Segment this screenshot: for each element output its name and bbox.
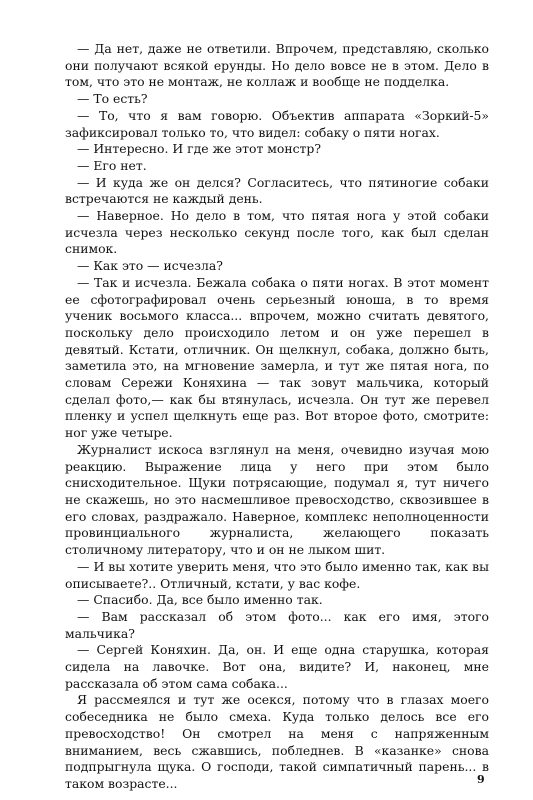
paragraph: — Вам рассказал об этом фото... как его имя, этого мальчика? [65, 608, 489, 641]
paragraph: — И куда же он делся? Согласитесь, что пятиногие собаки встречаются не каждый день. [65, 174, 489, 207]
paragraph: — И вы хотите уверить меня, что это было именно так, как вы описываете?.. Отличный, кстати, у вас кофе. [65, 558, 489, 591]
paragraph: — Да нет, даже не ответили. Впрочем, представляю, сколько они получают всякой ерунды. Но дело вовсе не в этом. Дело в том, что это не монтаж, не коллаж и вообще не подделка. [65, 41, 489, 90]
paragraph: — Наверное. Но дело в том, что пятая нога у этой собаки исчезла через несколько секунд после того, как был сделан снимок. [65, 208, 489, 257]
paragraph: — Интересно. И где же этот монстр? [77, 141, 321, 157]
paragraph: — То, что я вам говорю. Объектив аппарата «Зоркий-5» зафиксировал только то, что видел: собаку о пяти ногах. [65, 107, 489, 140]
paragraph: Журналист искоса взглянул на меня, очевидно изучая мою реакцию. Выражение лица у него при этом было снисходительное. Щуки потрясающие, подумал я, тут ничего не скажешь, но это насмешливое превосходство, сквозившее в его словах, раздражало. Наверное, комплекс неполноценности провинциального журналиста, желающего показать столичному литератору, что и он не лыком шит. [65, 441, 489, 558]
paragraph: — Сергей Коняхин. Да, он. И еще одна старушка, которая сидела на лавочке. Вот она, видите? И, наконец, мне рассказала об этом сама собака... [65, 642, 489, 691]
paragraph: — Спасибо. Да, все было именно так. [77, 592, 323, 608]
paragraph: — То есть? [77, 91, 148, 107]
paragraph: — Как это — исчезла? [77, 258, 223, 274]
paragraph: Я рассмеялся и тут же осекся, потому что в глазах моего собеседника не было смеха. Куда только делось все его превосходство! Он смотрел на меня с напряженным вниманием, весь сжавшись, побледнев. В «казанке» снова подпрыгнула щука. О господи, такой симпатичный парень... в таком возрасте... [65, 692, 489, 791]
paragraph: — Так и исчезла. Бежала собака о пяти ногах. В этот момент ее сфотографировал очень серьезный юноша, в то время ученик восьмого класса... впрочем, можно считать девятого, поскольку дело происходило летом и он уже перешел в девятый. Кстати, отличник. Он щелкнул, собака, должно быть, заметила это, на мгновение замерла, и тут же пятая нога, по словам Сережи Коняхина — так зовут мальчика, который сделал фото,— как бы втянулась, исчезла. Он тут же перевел пленку и успел щелкнуть еще раз. Вот второе фото, смотрите: ног уже четыре. [65, 274, 489, 441]
page-body-text [65, 41, 489, 793]
paragraph: — Его нет. [77, 157, 147, 173]
page-number: 9 [477, 773, 485, 786]
